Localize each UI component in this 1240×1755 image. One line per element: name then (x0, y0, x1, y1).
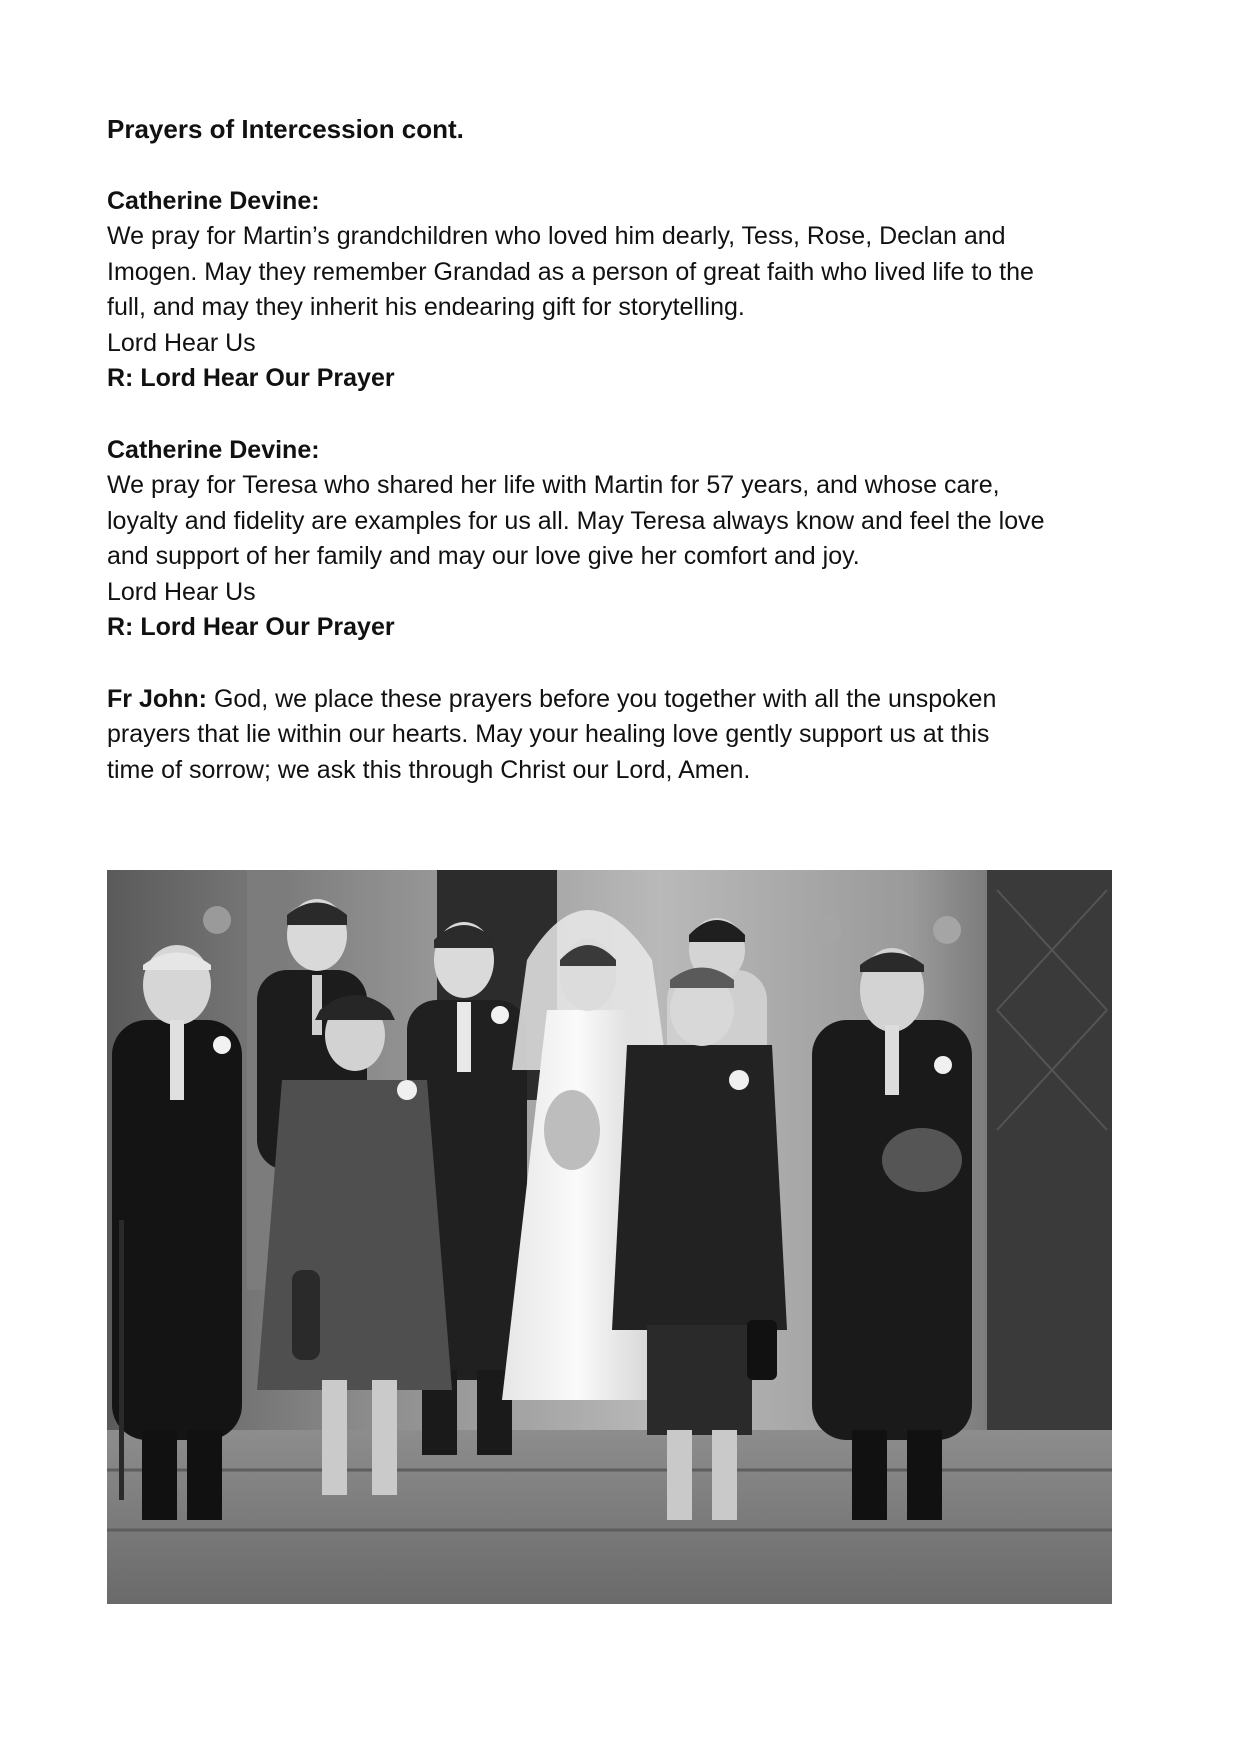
stone-carving (203, 906, 231, 934)
closing-line-text: God, we place these prayers before you together with all the unspoken (207, 684, 997, 713)
prayer-call: Lord Hear Us (107, 577, 256, 606)
prayer-line: loyalty and fidelity are examples for us all. May Teresa always know and feel the love (107, 506, 1045, 535)
person-right-man (812, 948, 972, 1520)
closing-line (107, 682, 1147, 718)
prayer-section-1 (107, 184, 1147, 397)
wedding-group-photo (107, 870, 1112, 1604)
prayer-response: R: Lord Hear Our Prayer (107, 613, 395, 641)
prayer-line: Imogen. May they remember Grandad as a person of great faith who lived life to the (107, 257, 1034, 286)
prayer-line: We pray for Martin’s grandchildren who loved him dearly, Tess, Rose, Declan and (107, 222, 1006, 250)
closing-prayer (107, 682, 1147, 789)
prayer-line: and support of her family and may our love give her comfort and joy. (107, 542, 860, 570)
prayer-section-2 (107, 433, 1147, 646)
prayer-line: We pray for Teresa who shared her life with Martin for 57 years, and whose care, (107, 471, 1000, 499)
stone-carving (813, 916, 841, 944)
church-steps (107, 1430, 1112, 1604)
stone-carving (933, 916, 961, 944)
prayer-response: R: Lord Hear Our Prayer (107, 364, 395, 392)
closing-line: prayers that lie within our hearts. May your healing love gently support us at this (107, 720, 990, 748)
prayer-line: full, and may they inherit his endearing gift for storytelling. (107, 293, 745, 321)
closing-speaker: Fr John: (107, 684, 207, 713)
page-heading: Prayers of Intercession cont. (107, 114, 464, 144)
closing-line: time of sorrow; we ask this through Christ our Lord, Amen. (107, 755, 751, 784)
prayer-call: Lord Hear Us (107, 328, 256, 357)
photo-illustration (107, 870, 1112, 1604)
prayer-speaker: Catherine Devine: (107, 186, 320, 215)
prayer-speaker: Catherine Devine: (107, 435, 320, 464)
person-left-elder (112, 945, 242, 1520)
prayer-text-block (107, 112, 1147, 824)
